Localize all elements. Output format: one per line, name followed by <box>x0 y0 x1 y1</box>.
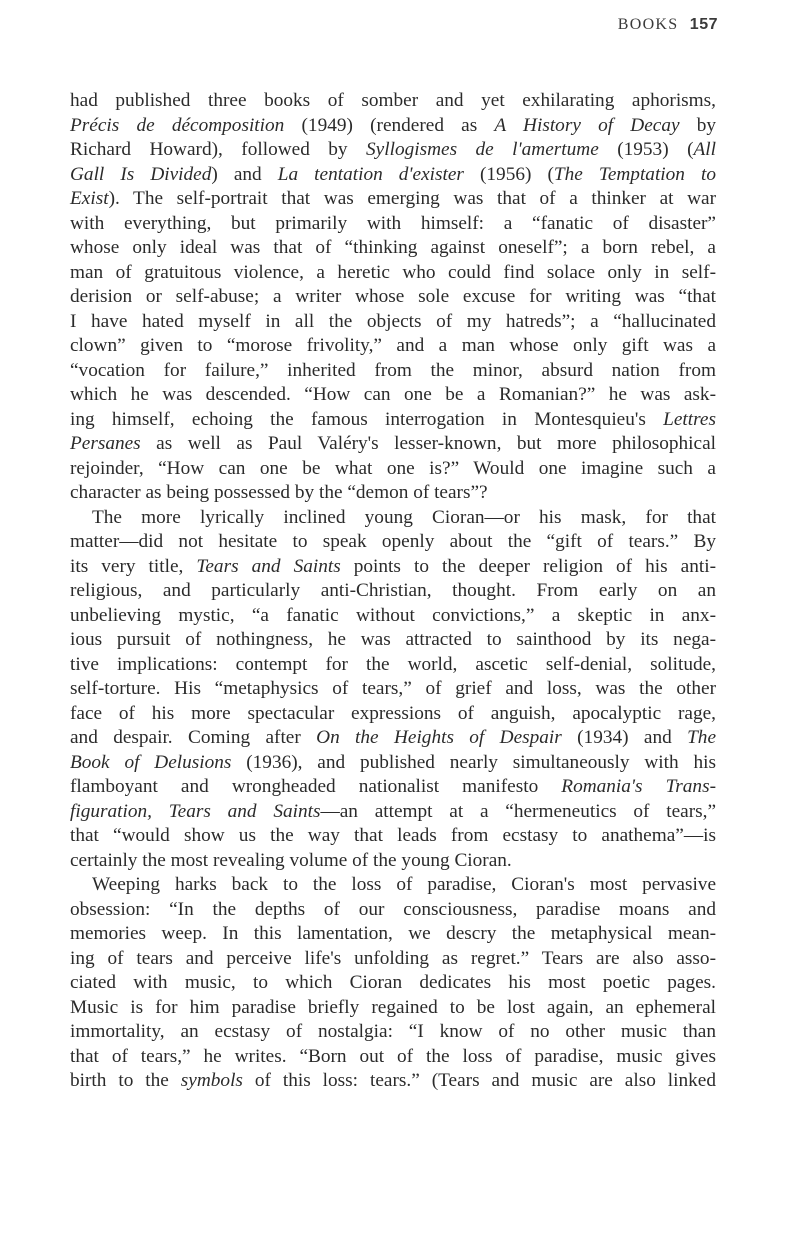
italic-text: Précis de décomposition <box>70 114 285 136</box>
italic-text: symbols <box>180 1070 243 1091</box>
page-number: 157 <box>689 16 718 33</box>
text-line <box>70 334 716 359</box>
text-line <box>70 653 716 678</box>
text-line <box>70 971 716 996</box>
text-segment: immortality, an ecstasy of nostalgia: “I know of no other music than <box>70 1021 716 1042</box>
text-segment: rejoinder, “How can one be what one is?” Would one imagine such a <box>70 457 716 479</box>
text-segment: Music is for him paradise briefly regained to be lost again, an ephemeral <box>70 996 716 1018</box>
text-segment: (1936), and published nearly simultaneously with his <box>231 751 716 773</box>
text-line <box>70 285 716 310</box>
text-line <box>70 579 716 604</box>
text-line <box>70 138 716 163</box>
text-segment: religious, and particularly anti-Christian, thought. From early on an <box>70 580 716 601</box>
running-head-section: BOOKS <box>617 16 679 33</box>
text-segment: obsession: “In the depths of our consciousness, paradise moans and <box>70 898 716 920</box>
text-segment: I have hated myself in all the objects of my hatreds”; a “hallucinated <box>70 310 716 332</box>
text-line <box>70 922 716 947</box>
text-segment: ious pursuit of nothingness, he was attracted to sainthood by its nega- <box>70 629 716 650</box>
text-segment: (1934) and <box>561 727 688 748</box>
text-line <box>70 432 716 457</box>
text-segment: with everything, but primarily with himself: a “fanatic of disaster” <box>70 212 716 234</box>
text-line <box>70 898 716 923</box>
text-line <box>70 114 716 139</box>
text-segment: that of tears,” he writes. “Born out of the loss of paradise, music gives <box>70 1045 716 1067</box>
text-line <box>70 555 716 580</box>
text-line <box>70 800 716 825</box>
text-segment: derision or self-abuse; a writer whose sole excuse for writing was “that <box>70 286 716 307</box>
text-segment: tive implications: contempt for the world, ascetic self-denial, solitude, <box>70 653 716 675</box>
text-segment: flamboyant and wrongheaded nationalist manifesto <box>70 776 562 797</box>
italic-text: A History of Decay <box>494 114 680 136</box>
running-head <box>618 16 718 34</box>
text-line <box>70 947 716 972</box>
text-line <box>70 1045 716 1070</box>
text-line <box>70 261 716 286</box>
text-segment: clown” given to “morose frivolity,” and a man whose only gift was a <box>70 335 716 356</box>
text-segment: memories weep. In this lamentation, we descry the metaphysical mean- <box>70 923 716 944</box>
text-segment: that “would show us the way that leads from ecstasy to anathema”—is <box>70 825 716 846</box>
text-segment: face of his more spectacular expressions of anguish, apocalyptic rage, <box>70 702 716 724</box>
text-line <box>70 628 716 653</box>
italic-text: Gall Is Divided <box>70 163 212 185</box>
text-line <box>70 726 716 751</box>
italic-text: La tentation d'exister <box>277 163 464 185</box>
text-segment: of this loss: tears.” (Tears and music are also linked <box>242 1070 716 1091</box>
text-segment: its very title, <box>70 555 197 577</box>
italic-text: On the Heights of Despair <box>316 727 562 748</box>
text-segment: unbelieving mystic, “a fanatic without convictions,” a skeptic in anx- <box>70 604 716 626</box>
text-segment: birth to the <box>70 1070 181 1091</box>
text-line <box>70 408 716 433</box>
italic-text: Tears and Saints <box>196 555 341 577</box>
text-line <box>70 751 716 776</box>
text-line <box>70 677 716 702</box>
italic-text: Exist <box>70 188 109 209</box>
text-line <box>70 506 716 531</box>
text-segment: character as being possessed by the “demon of tears”? <box>70 482 488 503</box>
text-segment: self-torture. His “metaphysics of tears,” of grief and loss, was the other <box>70 678 716 699</box>
text-line <box>70 187 716 212</box>
text-line <box>70 359 716 384</box>
text-segment: “vocation for failure,” inherited from the minor, absurd nation from <box>70 359 716 381</box>
text-segment: (1956) ( <box>463 163 554 185</box>
text-segment: ) and <box>211 163 278 185</box>
text-segment: The more lyrically inclined young Cioran—or his mask, for that <box>92 506 716 528</box>
text-segment: as well as Paul Valéry's lesser-known, but more philosophical <box>140 433 716 454</box>
italic-text: Persanes <box>70 433 141 454</box>
italic-text: The Temptation to <box>553 163 716 185</box>
text-segment: ciated with music, to which Cioran dedicates his most poetic pages. <box>70 972 716 993</box>
text-line <box>70 212 716 237</box>
body-text <box>70 89 716 1094</box>
text-segment: matter—did not hesitate to speak openly about the “gift of tears.” By <box>70 531 716 552</box>
text-line <box>70 89 716 114</box>
text-segment: (1953) ( <box>598 139 694 160</box>
text-line <box>70 775 716 800</box>
text-segment: ). The self-portrait that was emerging was that of a thinker at war <box>108 188 716 209</box>
text-line <box>70 310 716 335</box>
text-segment: by <box>679 114 716 136</box>
text-segment: man of gratuitous violence, a heretic who could find solace only in self- <box>70 261 716 283</box>
text-line <box>70 824 716 849</box>
text-line <box>70 530 716 555</box>
italic-text: Romania's Trans- <box>561 776 716 797</box>
italic-text: figuration, Tears and Saints <box>70 800 321 822</box>
text-segment: Weeping harks back to the loss of paradise, Cioran's most pervasive <box>92 874 716 895</box>
text-segment: points to the deeper religion of his anti- <box>340 555 717 577</box>
italic-text: Book of Delusions <box>70 751 232 773</box>
text-line <box>70 1020 716 1045</box>
text-line <box>70 849 716 874</box>
text-line <box>70 457 716 482</box>
text-line <box>70 481 716 506</box>
text-segment: ing himself, echoing the famous interrogation in Montesquieu's <box>70 408 664 430</box>
text-line <box>70 1069 716 1094</box>
text-segment: Richard Howard), followed by <box>70 139 367 160</box>
text-segment: had published three books of somber and yet exhilarating aphorisms, <box>70 90 716 111</box>
italic-text: All <box>693 139 716 160</box>
text-segment: which he was descended. “How can one be a Romanian?” he was ask- <box>70 384 716 405</box>
text-segment: (1949) (rendered as <box>284 114 495 136</box>
text-line <box>70 702 716 727</box>
text-line <box>70 383 716 408</box>
text-segment: —an attempt at a “hermeneutics of tears,” <box>320 800 716 822</box>
italic-text: Lettres <box>663 408 716 430</box>
text-segment: certainly the most revealing volume of the young Cioran. <box>70 849 512 871</box>
text-segment: and despair. Coming after <box>70 727 317 748</box>
text-segment: whose only ideal was that of “thinking against oneself”; a born rebel, a <box>70 237 716 258</box>
text-segment: ing of tears and perceive life's unfolding as regret.” Tears are also asso- <box>70 947 716 969</box>
italic-text: The <box>687 727 716 748</box>
text-line <box>70 163 716 188</box>
text-line <box>70 996 716 1021</box>
text-line <box>70 873 716 898</box>
text-line <box>70 236 716 261</box>
text-line <box>70 604 716 629</box>
italic-text: Syllogismes de l'amertume <box>366 139 599 160</box>
